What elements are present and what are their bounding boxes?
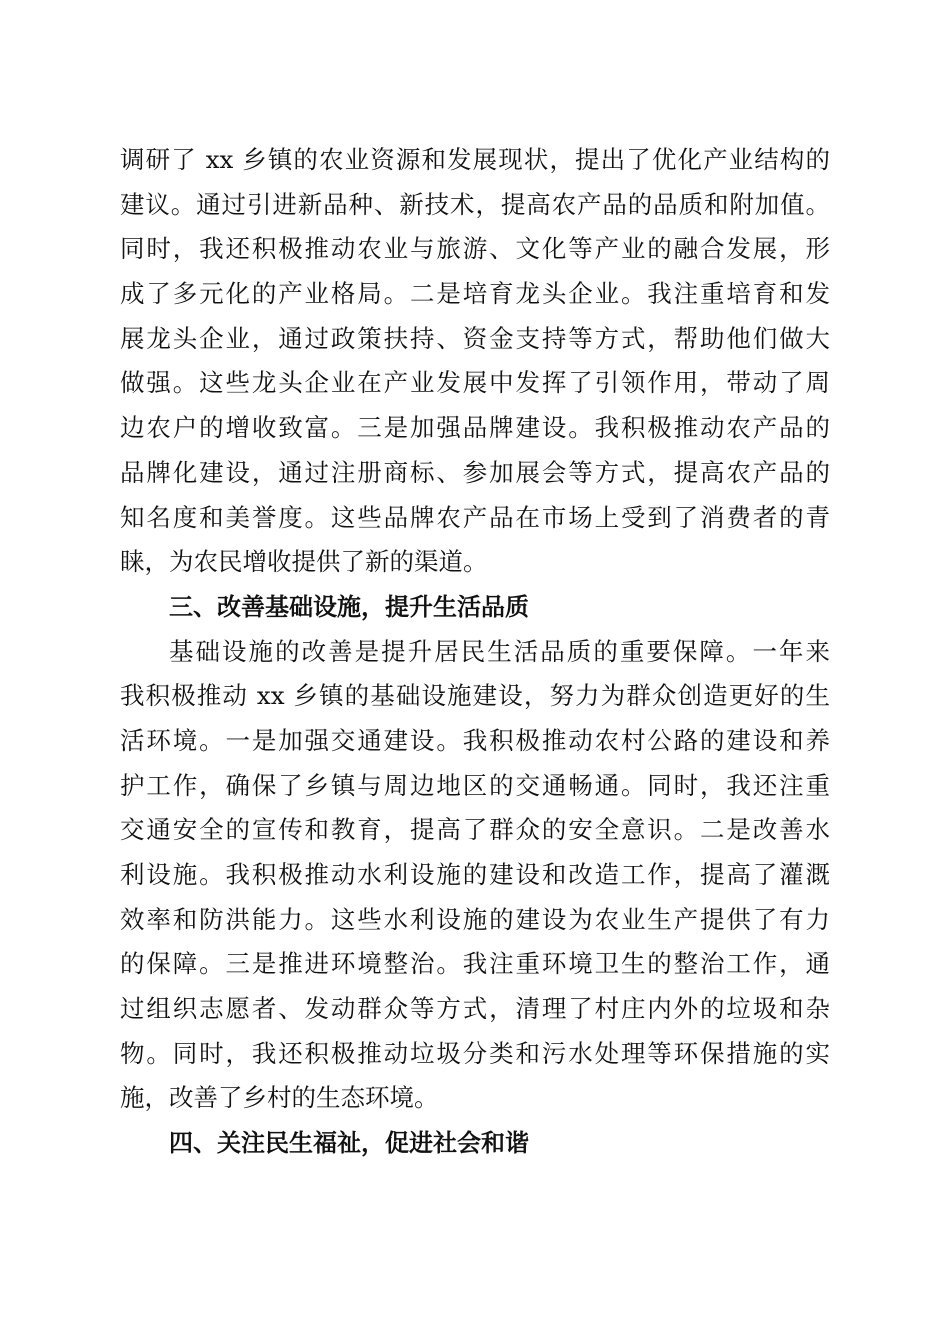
text-line: 护工作，确保了乡镇与周边地区的交通畅通。同时，我还注重 <box>120 770 830 800</box>
text-line: 品牌化建设，通过注册商标、参加展会等方式，提高农产品的 <box>120 457 830 487</box>
section-heading-livelihood: 四、关注民生福祉，促进社会和谐 <box>169 1129 529 1158</box>
text-line: 成了多元化的产业格局。二是培育龙头企业。我注重培育和发 <box>120 279 830 309</box>
text-line: 交通安全的宣传和教育，提高了群众的安全意识。二是改善水 <box>120 815 830 845</box>
section-heading-infrastructure: 三、改善基础设施，提升生活品质 <box>169 592 529 621</box>
text-line: 的保障。三是推进环境整治。我注重环境卫生的整治工作，通 <box>120 949 830 979</box>
text-line: 睐，为农民增收提供了新的渠道。 <box>120 547 488 577</box>
text-line: 基础设施的改善是提升居民生活品质的重要保障。一年来 <box>169 636 830 666</box>
text-line: 调研了 xx 乡镇的农业资源和发展现状，提出了优化产业结构的 <box>120 145 830 174</box>
text-line: 效率和防洪能力。这些水利设施的建设为农业生产提供了有力 <box>120 904 830 934</box>
text-line: 过组织志愿者、发动群众等方式，清理了村庄内外的垃圾和杂 <box>120 994 830 1024</box>
text-line: 施，改善了乡村的生态环境。 <box>120 1083 439 1113</box>
text-line: 展龙头企业，通过政策扶持、资金支持等方式，帮助他们做大 <box>120 323 830 353</box>
text-line: 物。同时，我还积极推动垃圾分类和污水处理等环保措施的实 <box>120 1038 830 1068</box>
text-line: 做强。这些龙头企业在产业发展中发挥了引领作用，带动了周 <box>120 368 830 398</box>
text-line: 同时，我还积极推动农业与旅游、文化等产业的融合发展，形 <box>120 234 830 264</box>
text-line: 边农户的增收致富。三是加强品牌建设。我积极推动农产品的 <box>120 413 830 443</box>
text-line: 知名度和美誉度。这些品牌农产品在市场上受到了消费者的青 <box>120 502 830 532</box>
text-line: 建议。通过引进新品种、新技术，提高农产品的品质和附加值。 <box>120 189 830 219</box>
text-line: 我积极推动 xx 乡镇的基础设施建设，努力为群众创造更好的生 <box>120 681 830 711</box>
paragraph-infrastructure <box>120 630 830 1122</box>
document-body <box>120 138 830 1166</box>
text-line: 活环境。一是加强交通建设。我积极推动农村公路的建设和养 <box>120 725 830 755</box>
text-line: 利设施。我积极推动水利设施的建设和改造工作，提高了灌溉 <box>120 860 830 889</box>
paragraph-agriculture <box>120 138 830 585</box>
